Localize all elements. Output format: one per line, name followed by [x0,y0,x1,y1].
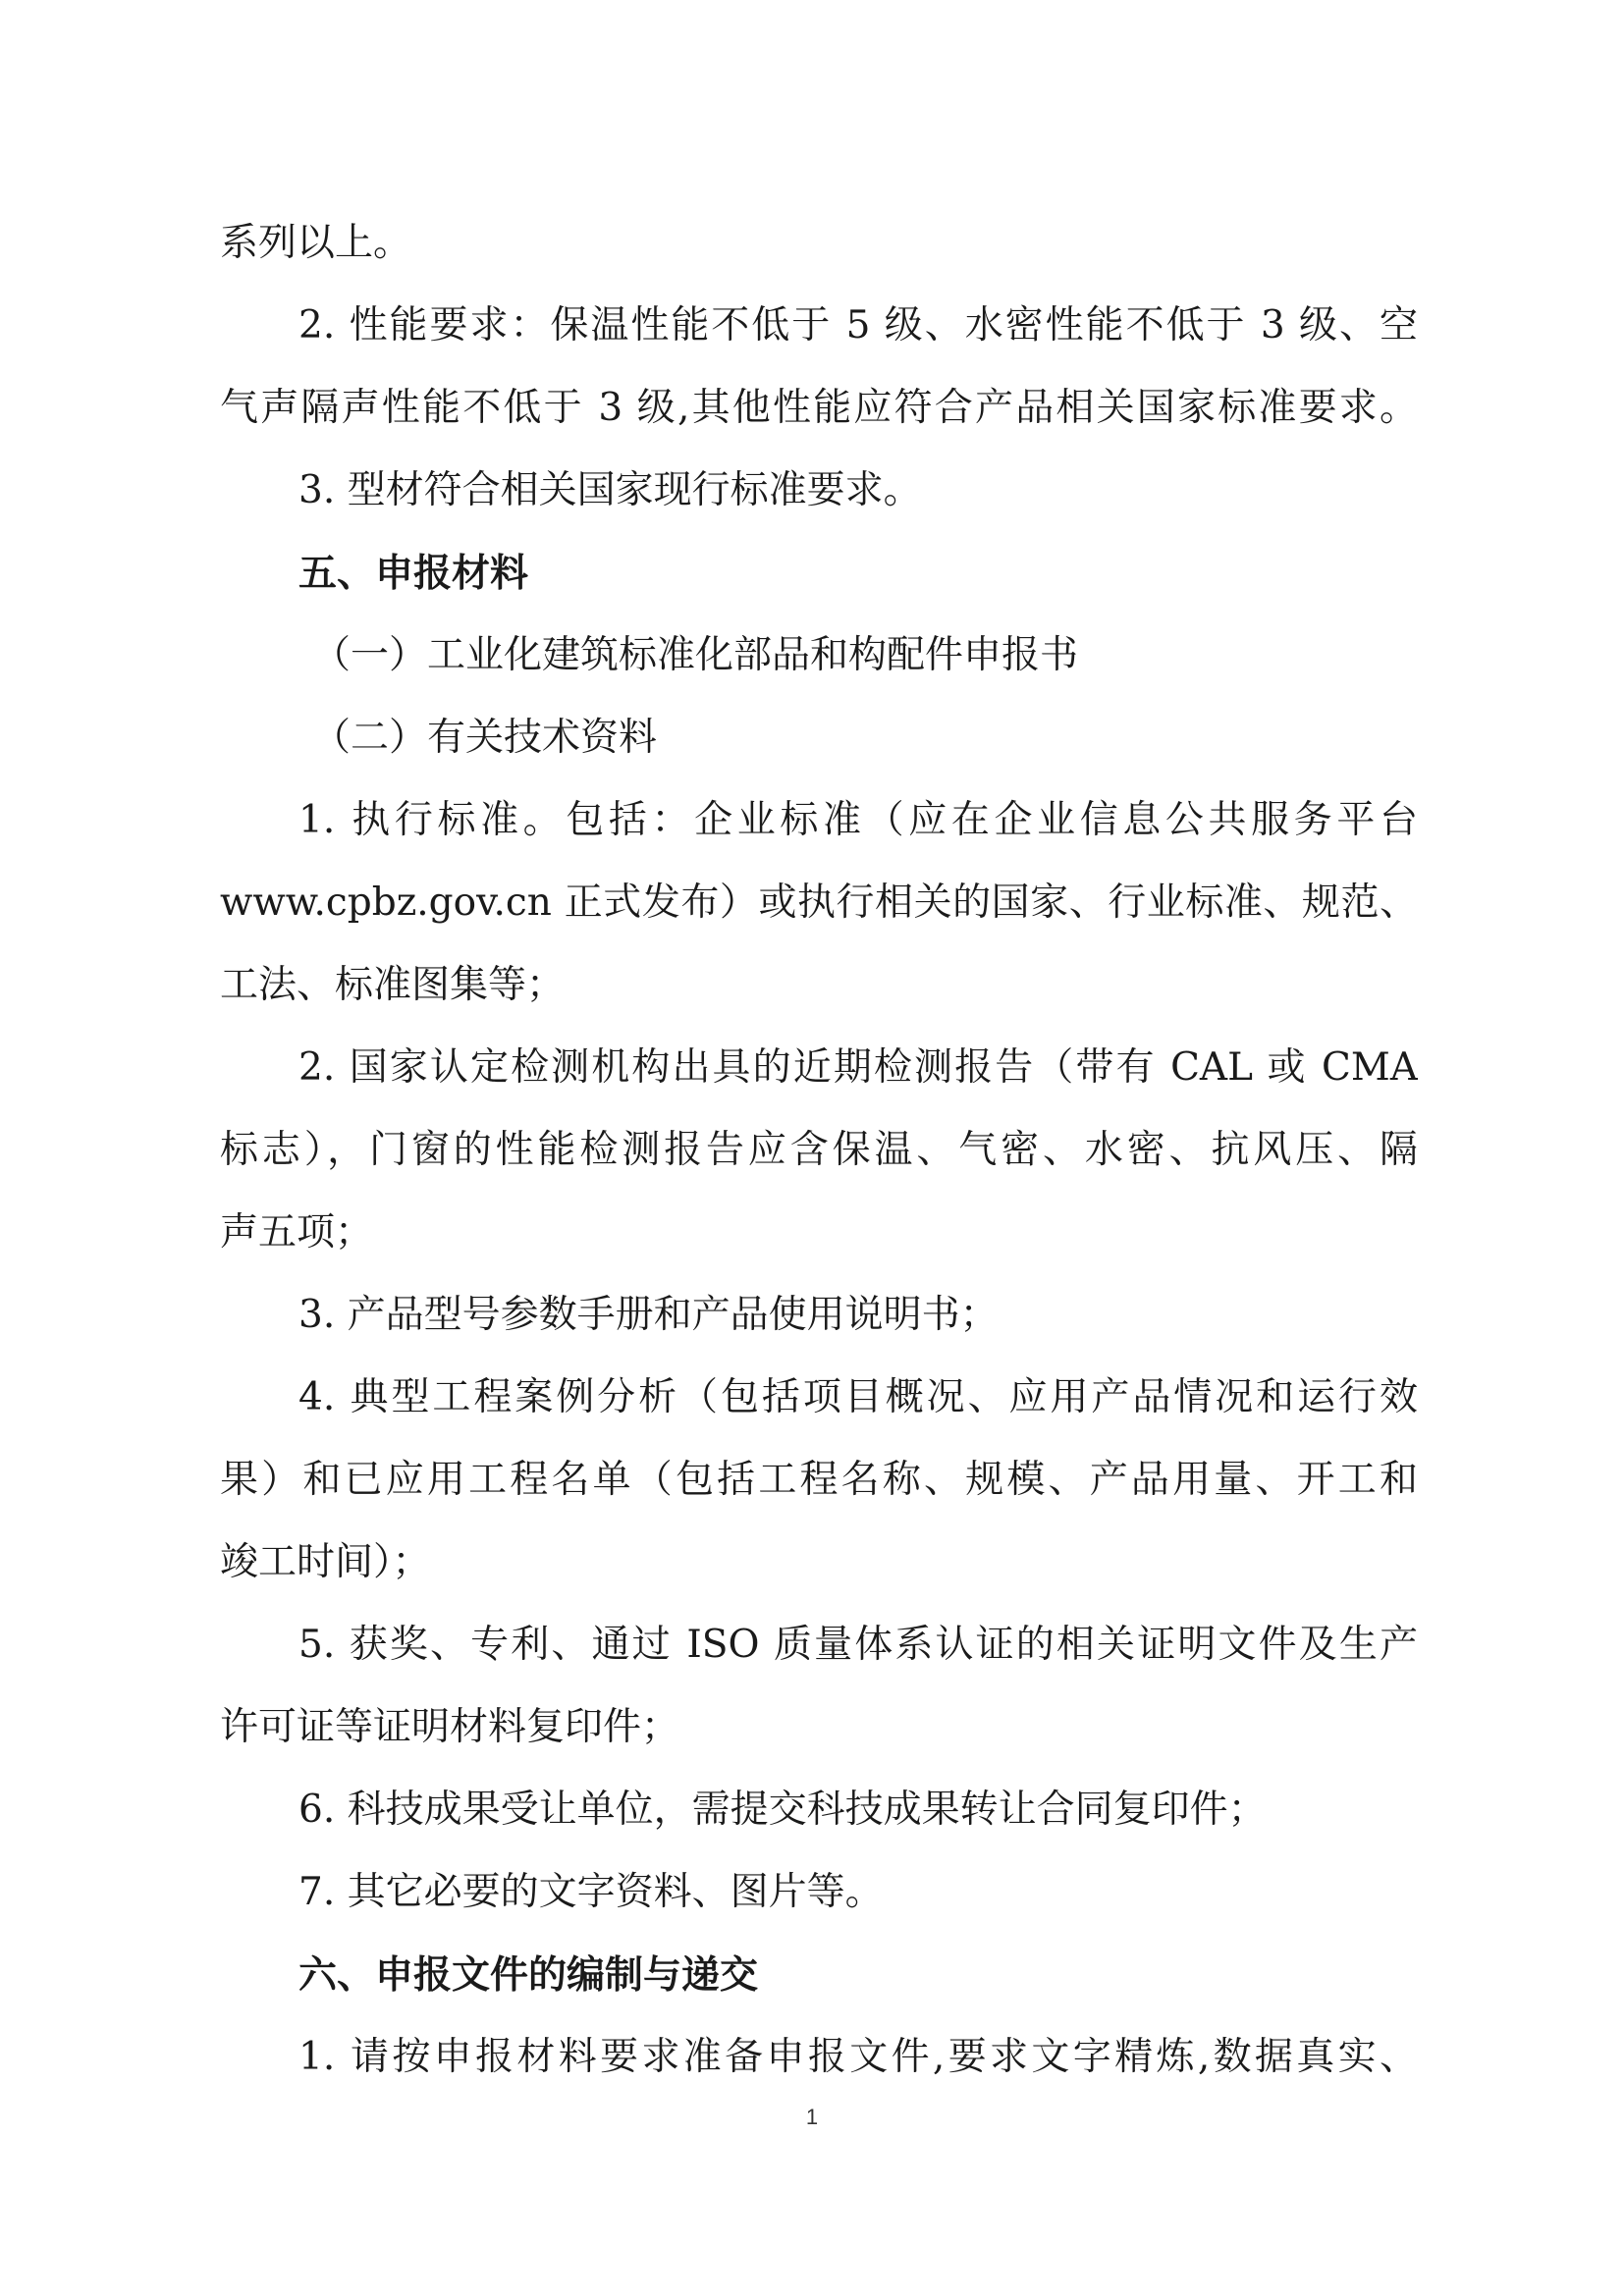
text-line: 声五项； [220,1210,374,1255]
sub-heading: （一）工业化建筑标准化部品和构配件申报书 [312,633,1079,677]
sub-heading: （二）有关技术资料 [312,716,658,760]
text-line: 系列以上。 [220,221,412,265]
text-line: 竣工时间）； [220,1540,431,1584]
text-line: 3. 产品型号参数手册和产品使用说明书； [298,1293,999,1337]
text-line: 6. 科技成果受让单位，需提交科技成果转让合同复印件； [298,1788,1267,1832]
section-heading: 五、申报材料 [298,551,529,596]
text-line: 果）和已应用工程名单（包括工程名称、规模、产品用量、开工和 [220,1458,1418,1502]
text-line: 2. 性能要求：保温性能不低于 5 级、水密性能不低于 3 级、空 [298,303,1418,347]
text-line: 标志），门窗的性能检测报告应含保温、气密、水密、抗风压、隔 [220,1128,1418,1172]
text-line: 工法、标准图集等； [220,963,566,1007]
text-line: 7. 其它必要的文字资料、图片等。 [298,1870,884,1914]
text-line: 气声隔声性能不低于 3 级,其他性能应符合产品相关国家标准要求。 [220,386,1418,430]
text-line: 1. 请按申报材料要求准备申报文件,要求文字精炼,数据真实、 [298,2035,1418,2079]
text-line: 2. 国家认定检测机构出具的近期检测报告（带有 CAL 或 CMA [298,1045,1418,1090]
section-heading: 六、申报文件的编制与递交 [298,1952,759,1998]
text-line: www.cpbz.gov.cn 正式发布）或执行相关的国家、行业标准、规范、 [220,881,1418,925]
text-line: 4. 典型工程案例分析（包括项目概况、应用产品情况和运行效 [298,1375,1418,1419]
text-line: 1. 执行标准。包括：企业标准（应在企业信息公共服务平台 [298,798,1418,842]
page-number: 1 [805,2105,819,2129]
text-line: 3. 型材符合相关国家现行标准要求。 [298,468,922,512]
text-line: 5. 获奖、专利、通过 ISO 质量体系认证的相关证明文件及生产 [298,1623,1418,1667]
text-line: 许可证等证明材料复印件； [220,1705,680,1749]
